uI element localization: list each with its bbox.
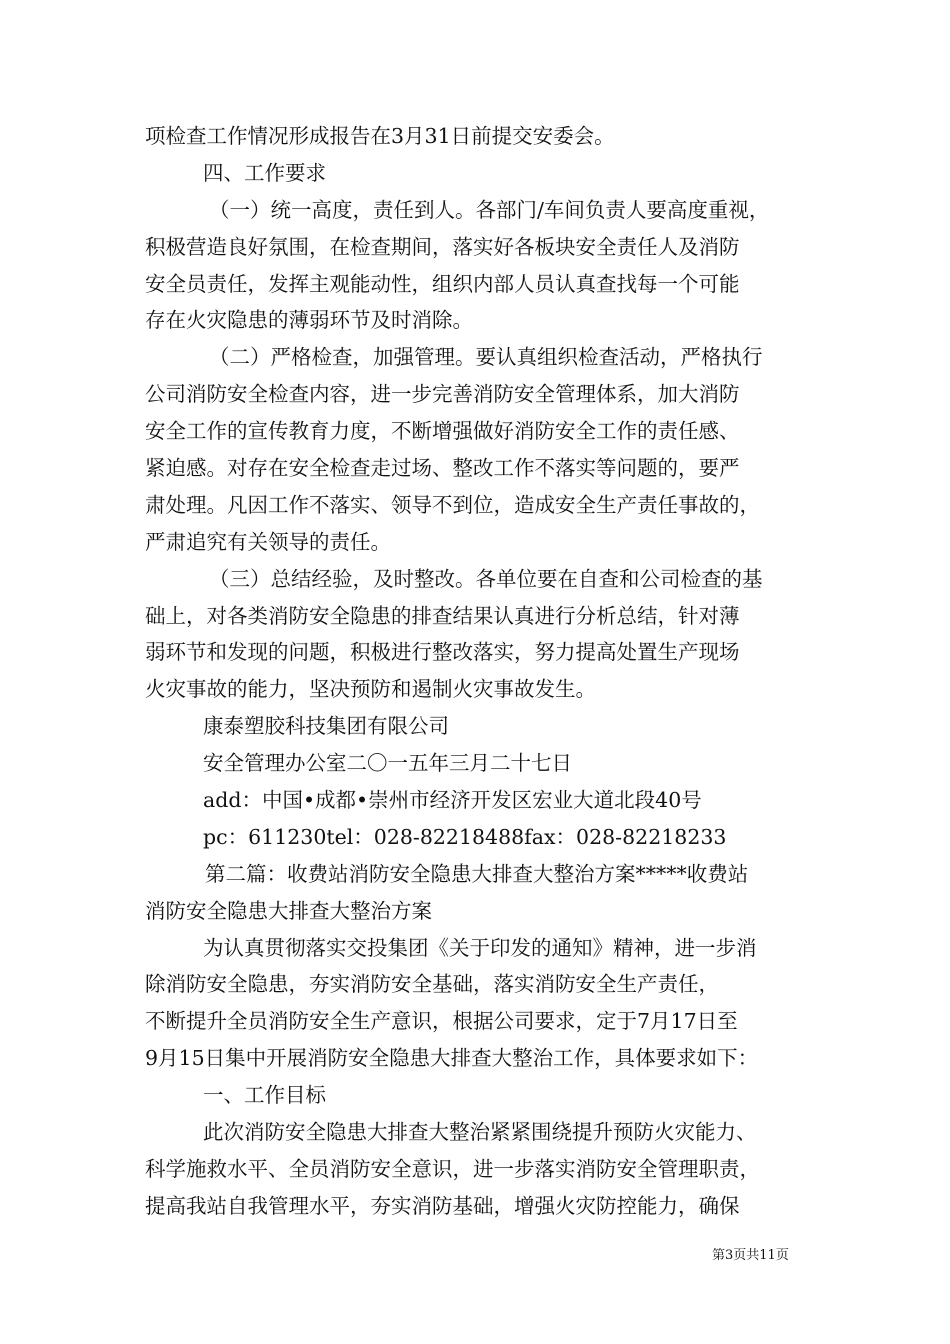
text-line: 积极营造良好氛围，在检查期间，落实好各板块安全责任人及消防 — [145, 234, 740, 259]
text-line: （二）严格检查，加强管理。要认真组织检查活动，严格执行 — [209, 345, 763, 370]
text-line: 严肃追究有关领导的责任。 — [145, 529, 391, 554]
text-line: （三）总结经验，及时整改。各单位要在自查和公司检查的基 — [209, 566, 763, 591]
document-body — [145, 118, 815, 1225]
text-line: 提高我站自我管理水平，夯实消防基础，增强火灾防控能力，确保 — [145, 1193, 740, 1218]
text-line: 不断提升全员消防安全生产意识，根据公司要求，定于7月17日至 — [145, 1009, 738, 1034]
text-line: 此次消防安全隐患大排查大整治紧紧围绕提升预防火灾能力、 — [203, 1120, 757, 1145]
page-number: 第3页共11页 — [712, 1248, 789, 1263]
text-line: 除消防安全隐患，夯实消防安全基础，落实消防安全生产责任， — [145, 972, 719, 997]
text-line: 公司消防安全检查内容，进一步完善消防安全管理体系，加大消防 — [145, 382, 740, 407]
text-line: 存在火灾隐患的薄弱环节及时消除。 — [145, 308, 473, 333]
text-line: 为认真贯彻落实交投集团《关于印发的通知》精神，进一步消 — [203, 935, 757, 960]
chapter-title-cont: 消防安全隐患大排查大整治方案 — [145, 898, 432, 923]
text-line: 科学施救水平、全员消防安全意识，进一步落实消防安全管理职责， — [145, 1156, 760, 1181]
text-line: 安全员责任，发挥主观能动性，组织内部人员认真查找每一个可能 — [145, 271, 740, 296]
text-line: 安全工作的宣传教育力度，不断增强做好消防安全工作的责任感、 — [145, 419, 740, 444]
text-line: 弱环节和发现的问题，积极进行整改落实，努力提高处置生产现场 — [145, 640, 740, 665]
text-line: 火灾事故的能力，坚决预防和遏制火灾事故发生。 — [145, 677, 596, 702]
text-line: 项检查工作情况形成报告在3月31日前提交安委会。 — [145, 124, 615, 148]
section-heading: 四、工作要求 — [203, 160, 326, 185]
text-line: （一）统一高度，责任到人。各部门/车间负责人要高度重视， — [209, 197, 770, 222]
section-heading: 一、工作目标 — [203, 1083, 326, 1108]
contact-line: pc：611230tel：028-82218488fax：028-82218233 — [203, 824, 727, 849]
chapter-title: 第二篇：收费站消防安全隐患大排查大整治方案*****收费站 — [205, 861, 749, 886]
address-line: add：中国•成都•崇州市经济开发区宏业大道北段40号 — [203, 788, 702, 813]
company-name: 康泰塑胶科技集团有限公司 — [203, 714, 449, 739]
text-line: 9月15日集中开展消防安全隐患大排查大整治工作，具体要求如下： — [145, 1046, 759, 1071]
text-line: 础上，对各类消防安全隐患的排查结果认真进行分析总结，针对薄 — [145, 603, 740, 628]
office-date: 安全管理办公室二〇一五年三月二十七日 — [203, 751, 572, 776]
text-line: 肃处理。凡因工作不落实、领导不到位，造成安全生产责任事故的， — [145, 492, 760, 517]
text-line: 紧迫感。对存在安全检查走过场、整改工作不落实等问题的，要严 — [145, 456, 740, 481]
